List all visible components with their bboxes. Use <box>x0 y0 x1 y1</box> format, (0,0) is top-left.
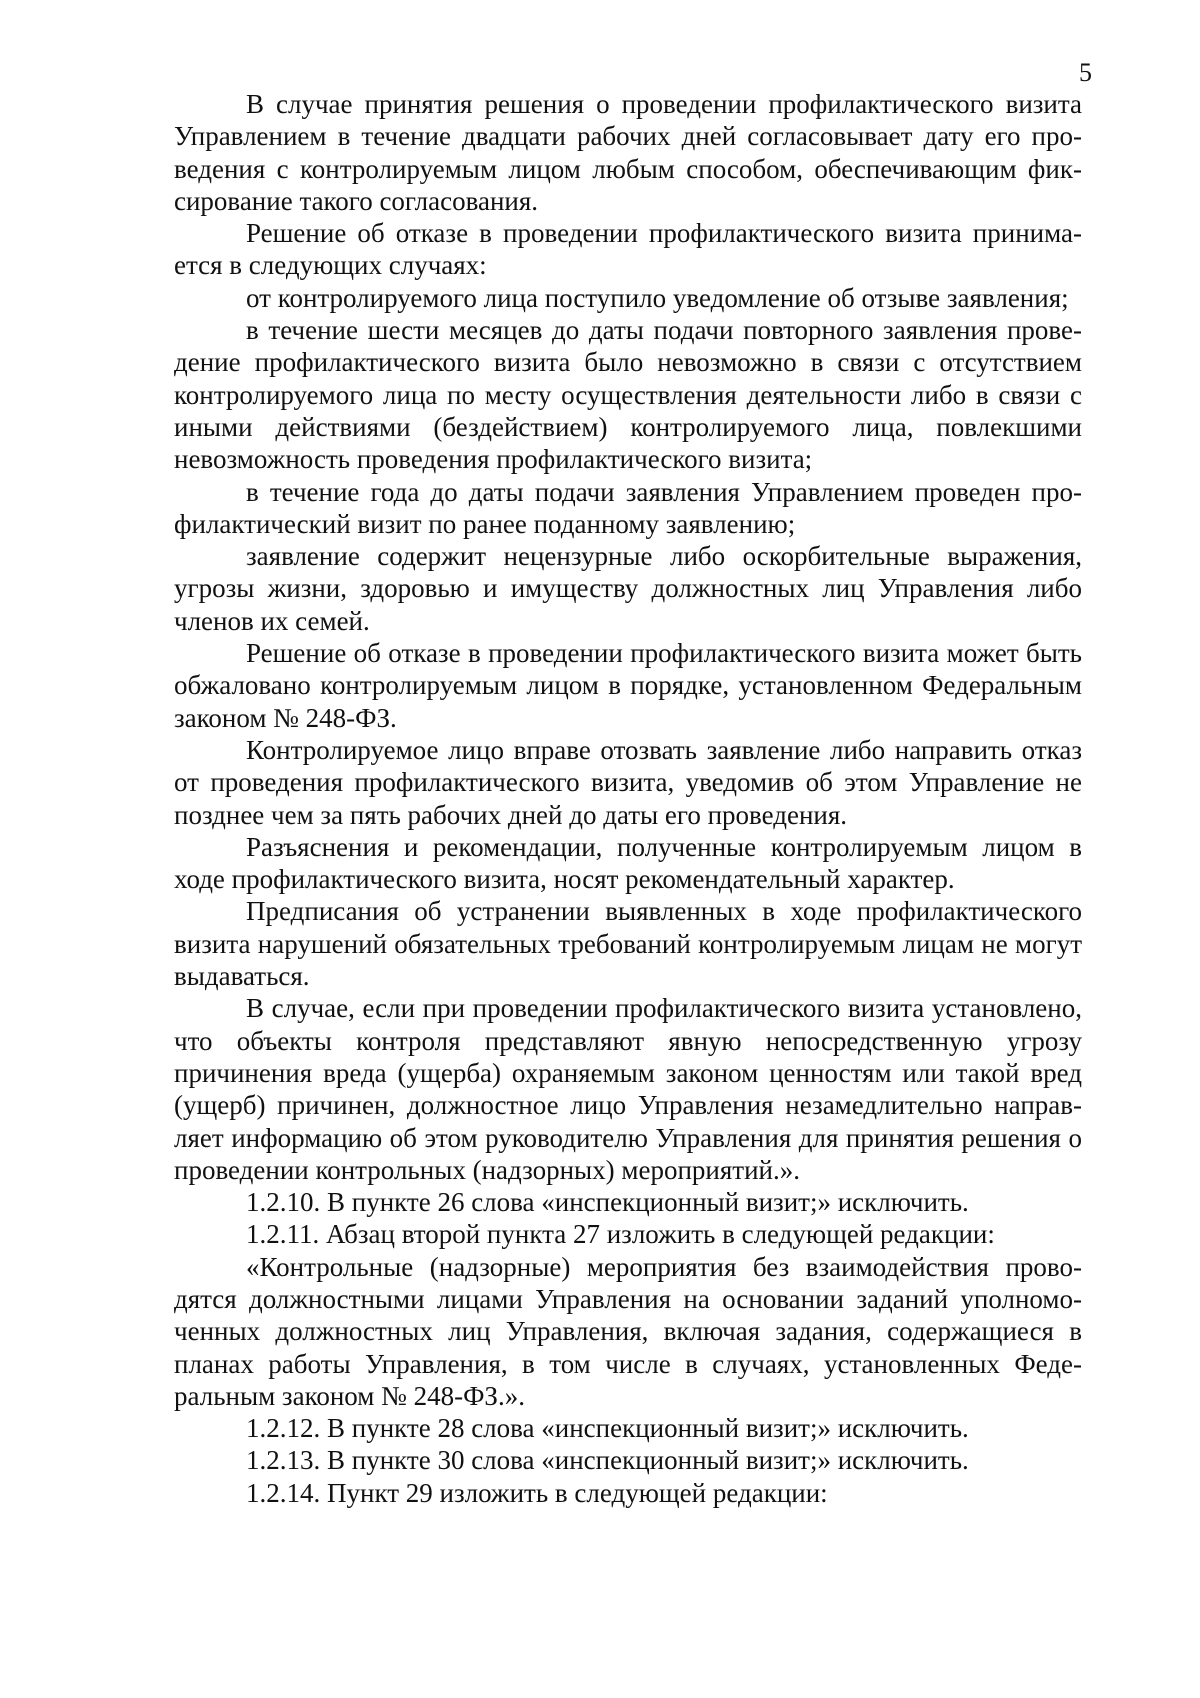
paragraph-one-year-case: в течение года до даты подачи заявления Управлением проведен профилактический визит по ранее поданному заявлению; <box>174 476 1082 539</box>
paragraph-item-1-2-12: 1.2.12. В пункте 28 слова «инспекционный визит;» исключить. <box>246 1413 969 1444</box>
paragraph-withdrawal-notice: от контролируемого лица поступило уведомление об отзыве заявления; <box>246 282 1069 313</box>
paragraph-prescriptions: Предписания об устранении выявленных в ходе профилактического визита нарушений обязательных требований контролируемым лицам не могут выдаваться. <box>174 896 1082 992</box>
paragraph-item-1-2-13: 1.2.13. В пункте 30 слова «инспекционный визит;» исключить. <box>246 1445 969 1476</box>
paragraph-visit-scheduling: В случае принятия решения о проведении профилактического визита Управлением в течение двадцати рабочих дней согласовывает дату его проведения с контролируемым лицом любым способом, обеспечивающим фиксирование такого согласования. <box>174 89 1082 216</box>
paragraph-withdraw-right: Контролируемое лицо вправе отозвать заявление либо направить отказ от проведения профилактического визита, уведомив об этом Управление не позднее чем за пять рабочих дней до даты его проведения. <box>174 734 1082 830</box>
paragraph-recommendations: Разъяснения и рекомендации, полученные контролируемым лицом в ходе профилактического визита, носят рекомендательный характер. <box>174 831 1082 895</box>
paragraph-appeal: Решение об отказе в проведении профилактического визита может быть обжаловано контролируемым лицом в порядке, установленном Федеральным законом № 248-ФЗ. <box>174 638 1082 733</box>
document-body <box>174 88 1082 1509</box>
paragraph-item-1-2-14: 1.2.14. Пункт 29 изложить в следующей редакции: <box>246 1477 828 1508</box>
paragraph-threat-case: В случае, если при проведении профилактического визита установлено, что объекты контроля представляют явную непосредственную угрозу причинения вреда (ущерба) охраняемым законом ценностям или такой вред (ущерб) причинен, должностное лицо Управления незамедлительно направляет информацию об этом руководителю Управления для принятия решения о проведении контрольных (надзорных) мероприятий.». <box>174 993 1082 1185</box>
paragraph-refusal-cases: Решение об отказе в проведении профилактического визита принимается в следующих случаях: <box>174 218 1082 281</box>
paragraph-new-wording-27: «Контрольные (надзорные) мероприятия без взаимодействия проводятся должностными лицами Управления на основании заданий уполномоченных должностных лиц Управления, включая задания, содержащиеся в планах работы Управления, в том числе в случаях, установленных Федеральным законом № 248-ФЗ.». <box>174 1251 1082 1411</box>
paragraph-offensive-content-case: заявление содержит нецензурные либо оскорбительные выражения, угрозы жизни, здоровью и имуществу должностных лиц Управления либо членов их семей. <box>174 541 1082 636</box>
paragraph-item-1-2-11: 1.2.11. Абзац второй пункта 27 изложить в следующей редакции: <box>246 1219 995 1250</box>
page-number: 5 <box>1079 58 1092 87</box>
paragraph-six-months-case: в течение шести месяцев до даты подачи повторного заявления проведение профилактического визита было невозможно в связи с отсутствием контролируемого лица по месту осуществления деятельности либо в связи с иными действиями (бездействием) контролируемого лица, повлекшими невозможность проведения профилактического визита; <box>174 315 1082 475</box>
paragraph-item-1-2-10: 1.2.10. В пункте 26 слова «инспекционный визит;» исключить. <box>246 1187 969 1218</box>
